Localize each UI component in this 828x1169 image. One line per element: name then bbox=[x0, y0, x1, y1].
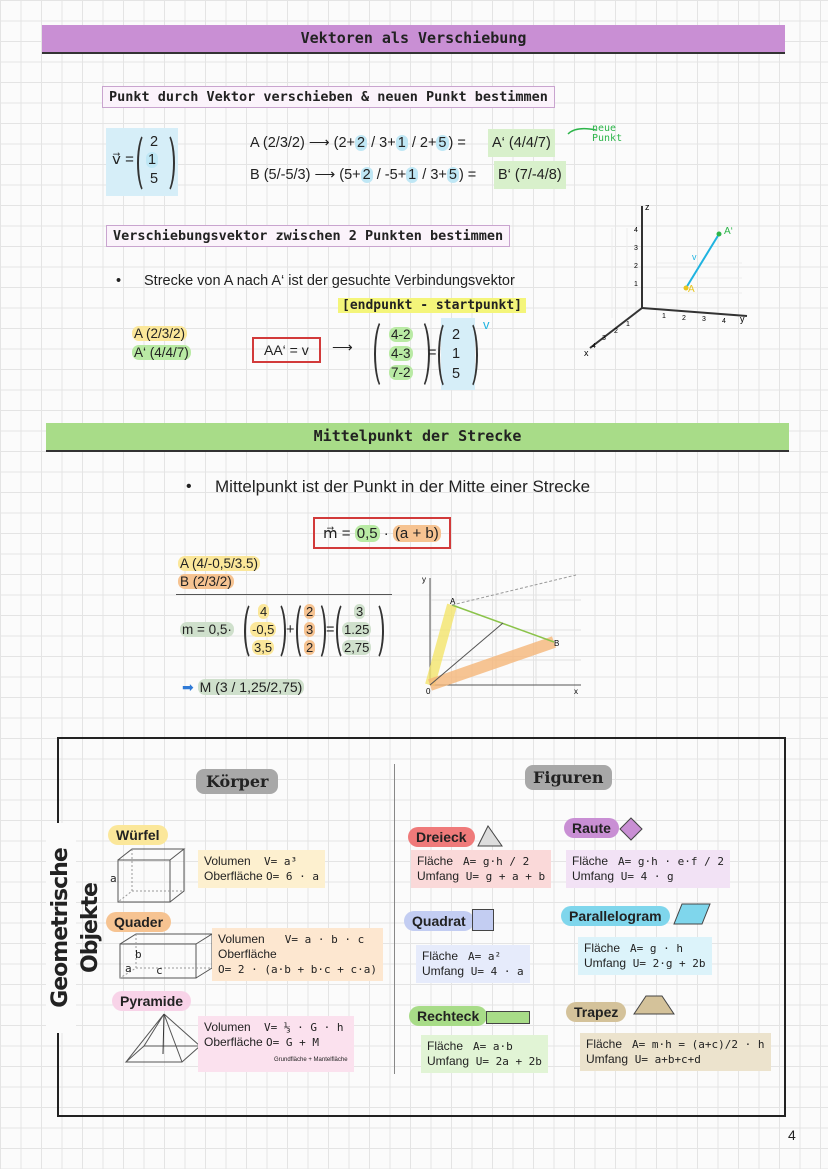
square-icon bbox=[472, 909, 494, 931]
page-number: 4 bbox=[788, 1127, 796, 1143]
x-tick-2: 2 bbox=[614, 328, 618, 335]
parallelogram-formulas: Fläche A= g · h Umfang U= 2·g + 2b bbox=[578, 937, 712, 975]
chart-a-prime-label: A‘ bbox=[724, 226, 733, 237]
col-r-1: 3 bbox=[356, 604, 364, 619]
x-tick-4: 4 bbox=[592, 343, 596, 350]
section3-bullet-dot: • bbox=[186, 478, 192, 495]
vector-v-label: v⃗ = bbox=[112, 151, 134, 168]
axes-3d-chart bbox=[582, 198, 762, 368]
mid-x-label: x bbox=[574, 687, 578, 696]
arrow-right-icon: ➡ bbox=[182, 679, 194, 695]
row-a-result: A‘ (4/4/7) bbox=[488, 129, 555, 157]
triangle-icon bbox=[474, 824, 504, 848]
header-mittelpunkt-title: Mittelpunkt der Strecke bbox=[313, 427, 522, 445]
row-a-equation: A (2/3/2) ⟶ (2+ 2 / 3+ 1 / 2+ 5 ) = bbox=[250, 135, 466, 151]
trapezoid-icon bbox=[632, 994, 676, 1016]
diff-equals: = bbox=[428, 345, 437, 361]
midpoint-formula: m⃗ = 0,5 · (a + b) bbox=[313, 517, 451, 549]
section1-title-box: Punkt durch Vektor verschieben & neuen Punkt bestimmen bbox=[102, 86, 555, 108]
wuerfel-tag: Würfel bbox=[108, 825, 168, 845]
point-a-prime: A‘ (4/4/7) bbox=[134, 345, 189, 360]
y-tick-1: 1 bbox=[662, 313, 666, 320]
z-tick-2: 2 bbox=[634, 263, 638, 270]
trapez-tag: Trapez bbox=[566, 1002, 626, 1022]
mid-y-label: y bbox=[422, 575, 426, 584]
mid-plus: + bbox=[286, 622, 295, 638]
mid-point-a: A (4/-0,5/3.5) bbox=[180, 556, 259, 571]
vector-v-value-1: 2 bbox=[150, 134, 159, 150]
header-mittelpunkt bbox=[46, 423, 789, 452]
quadrat-formulas: Fläche A= a² Umfang U= 4 · a bbox=[416, 945, 530, 983]
col-r-3: 2,75 bbox=[344, 640, 370, 655]
diff-2: 4-3 bbox=[391, 346, 411, 361]
rechteck-tag: Rechteck bbox=[409, 1006, 487, 1026]
koerper-heading: Körper bbox=[196, 769, 278, 794]
mid-a-label: A bbox=[450, 597, 456, 606]
mid-result: ➡ M (3 / 1,25/2,75) bbox=[182, 679, 303, 695]
vector-v-value-2: 1 bbox=[148, 152, 157, 168]
x-tick-3: 3 bbox=[602, 335, 606, 342]
cuboid-edge-a: a bbox=[125, 962, 132, 975]
result-paren-right bbox=[460, 320, 478, 390]
rhombus-icon bbox=[618, 816, 644, 842]
point-a: A (2/3/2) bbox=[134, 326, 186, 341]
parallelogram-icon bbox=[672, 902, 712, 926]
row-b-equation: B (5/-5/3) ⟶ (5+ 2 / -5+ 1 / 3+ 5 ) = bbox=[250, 167, 477, 183]
header-vektoren bbox=[42, 25, 785, 54]
vector-v-line bbox=[686, 234, 719, 288]
vector-v-value-3: 5 bbox=[150, 171, 159, 187]
trapez-formulas: Fläche A= m·h = (a+c)/2 · h Umfang U= a+b+c+d bbox=[580, 1033, 771, 1071]
diff-3: 7-2 bbox=[391, 365, 411, 380]
mid-equals: = bbox=[326, 622, 335, 638]
mid-calc-prefix: m = 0,5· bbox=[182, 622, 232, 637]
y-axis bbox=[642, 308, 747, 316]
header-vektoren-title: Vektoren als Verschiebung bbox=[300, 29, 527, 47]
midpoint-chart bbox=[416, 570, 586, 696]
dreieck-formulas: Fläche A= g·h / 2 Umfang U= g + a + b bbox=[411, 850, 551, 888]
col-b-1: 2 bbox=[306, 604, 314, 619]
geo-side-title: Geometrische Objekte bbox=[46, 823, 76, 1033]
figuren-heading: Figuren bbox=[525, 765, 612, 790]
y-tick-2: 2 bbox=[682, 315, 686, 322]
row-b-result: B‘ (7/-4/8) bbox=[494, 161, 566, 189]
section2-bullet-dot: • bbox=[116, 273, 122, 289]
cube-icon bbox=[108, 846, 188, 906]
wuerfel-formulas: Volumen V= a³ Oberfläche O= 6 · a bbox=[198, 850, 325, 888]
y-tick-3: 3 bbox=[702, 316, 706, 323]
mid-b-label: B bbox=[554, 639, 560, 648]
cuboid-edge-c: c bbox=[156, 964, 163, 977]
z-tick-4: 4 bbox=[634, 227, 638, 234]
parallelogram-tag: Parallelogram bbox=[561, 906, 670, 926]
result-2: 1 bbox=[452, 346, 461, 362]
point-a-prime-dot bbox=[717, 232, 722, 237]
section2-title-box: Verschiebungsvektor zwischen 2 Punkten bestimmen bbox=[106, 225, 510, 247]
col-r-2: 1.25 bbox=[344, 622, 370, 637]
result-v-label: v bbox=[483, 317, 490, 332]
aa-prime-arrow-icon: ⟶ bbox=[332, 340, 353, 356]
result-1: 2 bbox=[452, 327, 461, 343]
z-label: z bbox=[645, 202, 650, 212]
mid-point-b: B (2/3/2) bbox=[180, 574, 232, 589]
y-tick-4: 4 bbox=[722, 318, 726, 325]
quader-formulas: Volumen V= a · b · c Oberfläche O= 2 · (a·b + b·c + c·a) bbox=[212, 928, 383, 981]
endpunkt-startpunkt-note: [endpunkt - startpunkt] bbox=[338, 298, 526, 313]
vector-v-paren-right bbox=[157, 132, 175, 194]
col-b-3: 2 bbox=[306, 640, 314, 655]
quader-tag: Quader bbox=[106, 912, 171, 932]
ob-line bbox=[430, 642, 554, 685]
dreieck-tag: Dreieck bbox=[408, 827, 475, 847]
pyramid-icon bbox=[122, 1012, 204, 1068]
pyramide-formulas: Volumen V= ⅓ · G · h Oberfläche O= G + M Grundfläche + Mantelfläche bbox=[198, 1016, 354, 1072]
col-b-2: 3 bbox=[306, 622, 314, 637]
diff-paren-right bbox=[410, 318, 430, 390]
neue-punkt-note: neue Punkt bbox=[592, 123, 623, 144]
x-tick-1: 1 bbox=[626, 321, 630, 328]
quadrat-tag: Quadrat bbox=[404, 911, 474, 931]
rechteck-formulas: Fläche A= a·b Umfang U= 2a + 2b bbox=[421, 1035, 548, 1073]
geo-center-divider bbox=[394, 764, 395, 1074]
raute-tag: Raute bbox=[564, 818, 619, 838]
col-a-2: -0,5 bbox=[252, 622, 275, 637]
mid-origin-label: 0 bbox=[426, 687, 431, 696]
section2-bullet-text: Strecke von A nach A‘ ist der gesuchte Verbindungsvektor bbox=[144, 273, 515, 289]
mid-divider bbox=[176, 594, 392, 595]
y-label: y bbox=[740, 314, 745, 324]
result-3: 5 bbox=[452, 366, 461, 382]
x-label: x bbox=[584, 348, 589, 358]
aa-prime-formula: AA‘ = v bbox=[252, 337, 321, 363]
chart-a-label: A bbox=[688, 284, 695, 295]
cuboid-edge-b: b bbox=[135, 948, 142, 961]
cube-edge-label: a bbox=[110, 872, 117, 885]
z-tick-3: 3 bbox=[634, 245, 638, 252]
col-a-1: 4 bbox=[260, 604, 268, 619]
rectangle-icon bbox=[486, 1011, 530, 1024]
col-a-3: 3,5 bbox=[254, 640, 273, 655]
raute-formulas: Fläche A= g·h · e·f / 2 Umfang U= 4 · g bbox=[566, 850, 730, 888]
chart-v-label: v bbox=[692, 252, 697, 262]
z-tick-1: 1 bbox=[634, 281, 638, 288]
section3-bullet-text: Mittelpunkt ist der Punkt in der Mitte einer Strecke bbox=[215, 477, 591, 496]
pyramide-tag: Pyramide bbox=[112, 991, 191, 1011]
diff-1: 4-2 bbox=[391, 327, 411, 342]
